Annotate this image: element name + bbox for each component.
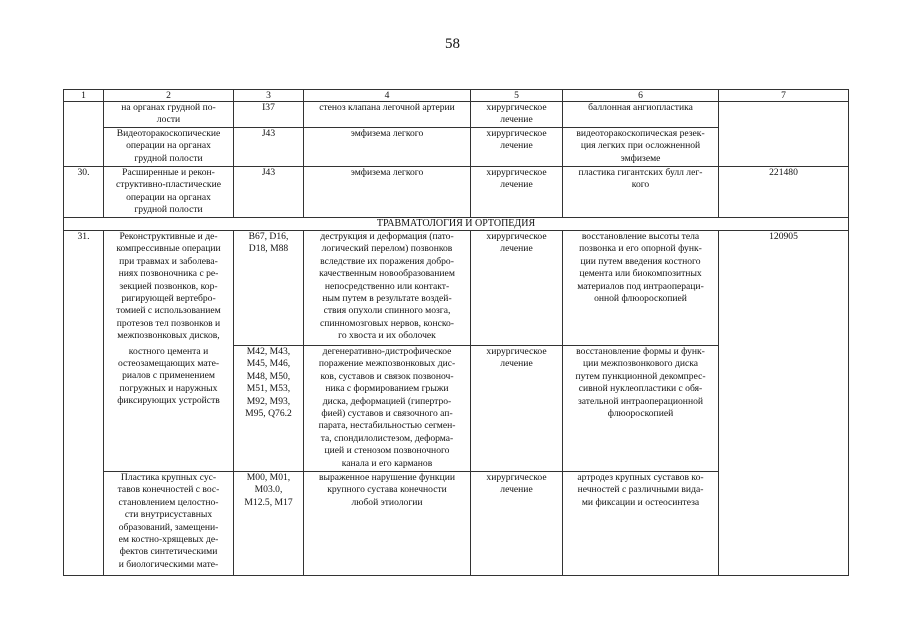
treatment-type: хирургическое лечение bbox=[471, 231, 563, 346]
operation-name: Видеоторакоскопические операции на органах грудной полости bbox=[104, 128, 234, 167]
icd-codes: J43 bbox=[234, 128, 304, 167]
treatment-type: хирургическое лечение bbox=[471, 472, 563, 576]
patient-model: дегенеративно-дистрофическое поражение межпозвонковых дис- ков, суставов и связок позвоноч- ника с формированием грыжи диска, деформацией (гипертро- фией) суставов и связочного ап- парата, нестабильностью сегмен- та, спондилолистезом, деформа- цией и стенозом позвоночного канала и его карманов bbox=[304, 346, 471, 472]
patient-model: эмфизема легкого bbox=[304, 167, 471, 218]
patient-model: эмфизема легкого bbox=[304, 128, 471, 167]
treatment-method: пластика гигантских булл лег- кого bbox=[563, 167, 719, 218]
icd-codes: J43 bbox=[234, 167, 304, 218]
operation-name: на органах грудной по- лости bbox=[104, 102, 234, 128]
operation-name: Расширенные и рекон- структивно-пластические операции на органах грудной полости bbox=[104, 167, 234, 218]
icd-codes: I37 bbox=[234, 102, 304, 128]
header-col-5: 5 bbox=[471, 90, 563, 102]
treatment-type: хирургическое лечение bbox=[471, 102, 563, 128]
operation-name: Пластика крупных сус- тавов конечностей с вос- становлением целостно- сти внутрисуставных образований, замещени- ем костно-хрящевых де- фектов синтетическими и биологическими мате- bbox=[104, 472, 234, 576]
treatment-method: видеоторакоскопическая резек- ция легких при осложненной эмфиземе bbox=[563, 128, 719, 167]
section-row bbox=[64, 218, 849, 231]
table-row bbox=[64, 167, 849, 218]
treatment-type: хирургическое лечение bbox=[471, 128, 563, 167]
header-row bbox=[64, 90, 849, 102]
treatment-method: артродез крупных суставов ко- нечностей с различными вида- ми фиксации и остеосинтеза bbox=[563, 472, 719, 576]
treatment-method: баллонная ангиопластика bbox=[563, 102, 719, 128]
cost-value: 221480 bbox=[719, 167, 849, 218]
header-col-2: 2 bbox=[104, 90, 234, 102]
page-number: 58 bbox=[445, 36, 460, 52]
cost-value bbox=[719, 102, 849, 167]
row-number bbox=[64, 102, 104, 167]
patient-model: стеноз клапана легочной артерии bbox=[304, 102, 471, 128]
treatment-type: хирургическое лечение bbox=[471, 346, 563, 472]
row-number: 31. bbox=[64, 231, 104, 576]
header-col-3: 3 bbox=[234, 90, 304, 102]
header-col-1: 1 bbox=[64, 90, 104, 102]
patient-model: выраженное нарушение функции крупного сустава конечности любой этиологии bbox=[304, 472, 471, 576]
table-row bbox=[64, 231, 849, 346]
operation-name: Реконструктивные и де- компрессивные операции при травмах и заболева- ниях позвоночника с ре- зекцией позвонков, кор- ригирующей вертебро- томией с использованием протезов тел позвонков и межпозвонковых дисков, bbox=[104, 231, 234, 346]
row-number: 30. bbox=[64, 167, 104, 218]
treatment-type: хирургическое лечение bbox=[471, 167, 563, 218]
procedures-table bbox=[63, 89, 849, 576]
patient-model: деструкция и деформация (пато- логический перелом) позвонков вследствие их поражения добро- качественным новообразованием непосредственно или контакт- ным путем в результате воздей- ствия опухоли спинного мозга, спинномозговых нервов, конско- го хвоста и их оболочек bbox=[304, 231, 471, 346]
operation-name-continued: костного цемента и остеозамещающих мате- риалов с применением погружных и наружных фиксирующих устройств bbox=[104, 346, 234, 472]
section-title: ТРАВМАТОЛОГИЯ И ОРТОПЕДИЯ bbox=[64, 218, 849, 231]
header-col-6: 6 bbox=[563, 90, 719, 102]
icd-codes: M00, M01, M03.0, M12.5, M17 bbox=[234, 472, 304, 576]
header-col-7: 7 bbox=[719, 90, 849, 102]
treatment-method: восстановление высоты тела позвонка и его опорной функ- ции путем введения костного цемента или биокомпозитных материалов под интраопераци- онной флюороскопией bbox=[563, 231, 719, 346]
treatment-method: восстановление формы и функ- ции межпозвонкового диска путем пункционной декомпрес- сивной нуклеопластики с обя- зательной интраоперационной флюороскопией bbox=[563, 346, 719, 472]
table-row bbox=[64, 102, 849, 128]
icd-codes: M42, M43, M45, M46, M48, M50, M51, M53, M92, M93, M95, Q76.2 bbox=[234, 346, 304, 472]
header-col-4: 4 bbox=[304, 90, 471, 102]
cost-value: 120905 bbox=[719, 231, 849, 576]
icd-codes: B67, D16, D18, M88 bbox=[234, 231, 304, 346]
